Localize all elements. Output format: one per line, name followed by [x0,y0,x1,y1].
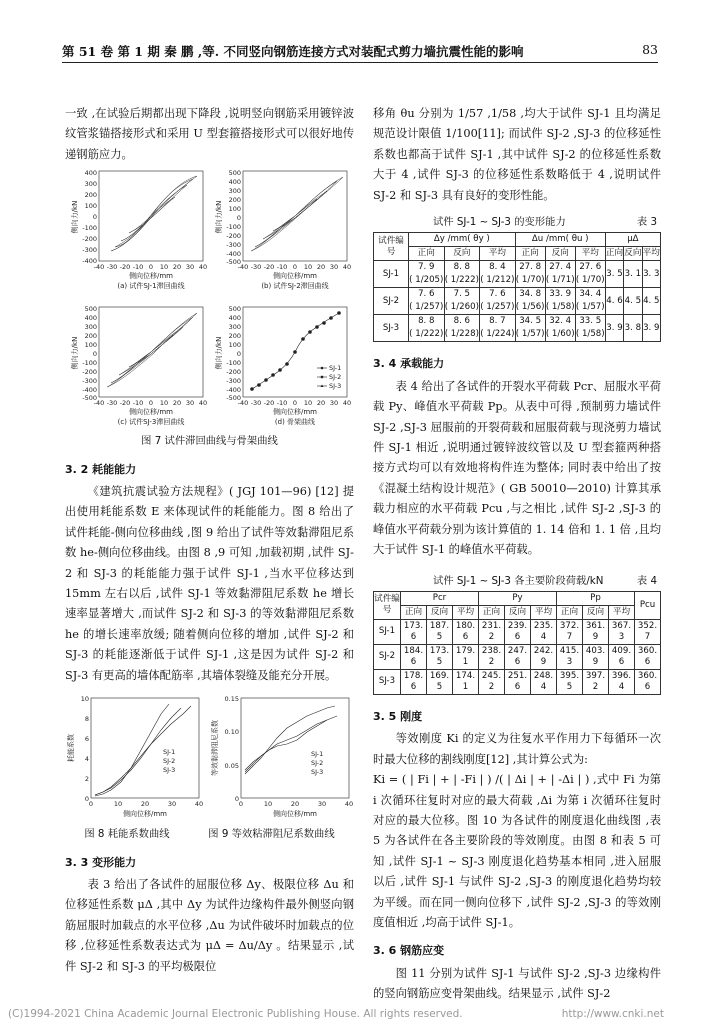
a-xtick: 10 [159,263,169,272]
t4-row-sj1: SJ-1 173. 6 187. 5 180. 6 231. 2 239. 6 235. 4 372. 7 361. 9 367. 3 352. 7 [374,619,661,644]
c-ytick: -100 [82,359,97,368]
figure-7-caption: 图 7 试件滞回曲线与骨架曲线 [141,435,278,448]
fig9-xtick: 10 [263,800,273,809]
paragraph-strain: 图 11 分别为试件 SJ-1 与试件 SJ-2 ,SJ-3 边缘构件的竖向钢筋应变骨架曲线。结果显示 ,试件 SJ-2 [373,966,661,1001]
a-ytick: -100 [82,224,97,233]
d-ytick: 100 [228,341,241,350]
fig9-xtick: 0 [238,800,244,809]
fig8-frame [91,698,199,798]
c-caption: (c) 试件SJ-3滞回曲线 [117,418,185,427]
b-xtick: -30 [250,263,262,272]
t3-head-id: 试件编号 [374,233,409,261]
fig9-ylabel: 等效黏滞阻尼系数 [211,720,219,777]
a-ytick: -200 [82,235,97,244]
a-ytick: -400 [82,257,97,266]
left-column [65,104,354,977]
a-xtick: 40 [198,263,208,272]
b-xtick: 0 [292,263,298,272]
b-ytick: -300 [226,241,241,250]
fig9-legend-sj1: SJ-1 [311,750,324,759]
panel-c-xticks [94,399,207,407]
fig9-xtick: 40 [344,800,354,809]
panel-a-hysteresis-loops [111,176,197,251]
panel-a-xticks [94,263,207,271]
legend-sj1: SJ-1 [329,364,342,373]
b-xtick: -20 [263,263,275,272]
table-3-number: 表 3 [636,216,657,229]
a-ytick: -300 [82,246,97,255]
b-ytick: -200 [226,232,241,241]
b-xtick: 10 [303,263,313,272]
a-ytick: 0 [92,213,97,222]
panel-a-yticks [82,169,97,265]
fig8-ytick: 10 [80,695,89,704]
table-4-number: 表 4 [636,574,657,587]
section-3-6-heading: 3. 6 钢筋应变 [373,944,445,958]
a-ytick: 100 [84,202,97,211]
d-xtick: 0 [292,399,298,408]
paragraph-capacity: 表 4 给出了各试件的开裂水平荷载 Pcr、屈服水平荷载 Py、峰值水平荷载 Pp。从表中可得 ,预制剪力墙试件 SJ-2 ,SJ-3 屈服前的开裂荷载和屈服荷载与现浇剪力墙试件 SJ-1 相近 ,说明通过镀锌波纹管以及 U 型套箍两种搭接方式均可以有效地将构件连为整体; 同时表中给出了按《混凝土结构设计规范》( GB 50010—2010) 计算其承载力相应的水平荷载 Pcu ,与之相比 ,试件 SJ-2 ,SJ-3 的峰值水平荷载分别为该计算值的 1. 14 倍和 1. 1 倍 ,且均大于试件 SJ-1 的峰值水平荷载。 [373,379,661,557]
c-xtick: -20 [119,399,131,408]
c-xtick: -30 [106,399,118,408]
b-xlabel: 侧向位移/mm [273,272,317,281]
b-ytick: -400 [226,250,241,259]
panel-c-hysteresis-loops [107,313,197,387]
figure-7 [65,167,354,435]
page-number: 83 [642,42,658,57]
t4-subheader: 正向 反向 平均 正向 反向 平均 正向 反向 平均 [374,605,661,619]
d-ytick: 500 [228,305,241,314]
a-caption: (a) 试件SJ-1滞回曲线 [117,282,185,291]
fig8-ytick: 6 [84,735,89,744]
table-4 [373,591,661,695]
c-xtick: 40 [198,399,208,408]
a-ytick: 400 [84,169,97,178]
d-xtick: 40 [342,399,352,408]
t3-row-sj1-angles: ( 1/205) ( 1/222) ( 1/212) ( 1/70) ( 1/71) ( 1/70) [374,274,661,288]
d-xtick: -20 [263,399,275,408]
t4-head-y: Py [479,591,557,605]
b-xtick: -40 [237,263,249,272]
panel-d-yticks [226,305,241,402]
fig9-ytick: 0 [234,795,239,804]
a-xtick: 20 [172,263,182,272]
d-xtick: 30 [329,399,339,408]
d-ytick: -400 [226,386,241,395]
d-caption: (d) 骨架曲线 [274,418,316,427]
fig8-xtick: 20 [140,800,150,809]
a-xtick: 30 [185,263,195,272]
fig8-ytick: 4 [84,755,89,764]
b-ytick: 300 [228,187,241,196]
d-xtick: 20 [316,399,326,408]
panel-d-xticks [238,399,351,407]
fig8-ytick: 2 [84,775,89,784]
fig8-legend-sj3: SJ-3 [163,766,176,775]
fig9-frame [241,698,349,798]
b-ytick: 400 [228,178,241,187]
header-title: 第 51 卷 第 1 期 秦 鹏 ,等. 不同竖向钢筋连接方式对装配式剪力墙抗震性能的影响 [62,44,524,59]
fig9-xtick: 30 [317,800,327,809]
b-xtick: -10 [276,263,288,272]
b-xtick: 30 [329,263,339,272]
d-ytick: 400 [228,314,241,323]
c-ytick: 100 [84,341,97,350]
t4-row-sj2: SJ-2 184. 6 173. 5 179. 1 238. 2 247. 6 242. 9 415. 3 403. 9 409. 6 360. 6 [374,644,661,669]
paragraph-cont-right: 移角 θu 分别为 1/57 ,1/58 ,均大于试件 SJ-1 且均满足规范设计限值 1/100[11]; 而试件 SJ-2 ,SJ-3 的位移延性系数也都高于试件 SJ-1 ,其中试件 SJ-2 的位移延性系数大于 4 ,试件 SJ-3 的位移延性系数略低于 4 ,说明试件 SJ-2 和 SJ-3 具有良好的变形性能。 [373,107,661,202]
fig8-curves [95,704,191,796]
d-ytick: 200 [228,332,241,341]
d-ylabel: 侧向力/kN [215,336,223,370]
b-xtick: 40 [342,263,352,272]
c-xtick: 30 [185,399,195,408]
d-xlabel: 侧向位移/mm [273,408,317,417]
fig8-xtick: 0 [88,800,94,809]
legend-sj3: SJ-3 [329,382,342,391]
section-3-2-heading: 3. 2 耗能能力 [65,462,137,476]
b-xtick: 20 [316,263,326,272]
d-ytick: 300 [228,323,241,332]
figures-8-9-plots [65,692,354,828]
fig8-xtick: 10 [113,800,123,809]
c-xtick: 0 [148,399,154,408]
panel-d-skeleton [251,312,341,391]
fig8-ytick: 8 [84,715,89,724]
b-ytick: 200 [228,196,241,205]
c-ytick: -400 [82,386,97,395]
t4-head-id: 试件编号 [374,591,401,619]
d-ytick: -200 [226,368,241,377]
b-ytick: 0 [236,214,241,223]
fig9-legend-sj3: SJ-3 [311,768,324,777]
t4-row-sj3: SJ-3 178. 6 169. 5 174. 1 245. 2 251. 6 248. 4 395. 5 397. 2 396. 4 360. 6 [374,669,661,694]
b-ytick: -100 [226,223,241,232]
t3-row-sj2-angles: ( 1/257) ( 1/260) ( 1/257) ( 1/56) ( 1/58) ( 1/57) [374,301,661,315]
t3-subheader: 正向 反向 平均 正向 反向 平均 正向 反向 平均 [374,247,661,261]
fig8-xtick: 30 [167,800,177,809]
b-ytick: -500 [226,258,241,267]
c-ytick: 400 [84,314,97,323]
t4-head-p: Pp [557,591,635,605]
t4-head-cr: Pcr [401,591,479,605]
figure-9-caption: 图 9 等效粘滞阻尼系数曲线 [208,828,335,841]
fig9-ytick: 0.15 [224,695,239,704]
t3-row-sj2: SJ-2 7. 6 7. 5 7. 6 34. 8 33. 9 34. 4 4. 6 4. 5 4. 5 [374,288,661,302]
t3-head-du: Δu /mm( θu ) [515,233,605,247]
table-4-caption [373,571,661,591]
c-ytick: -500 [82,394,97,403]
running-header [62,40,658,63]
section-3-4-heading: 3. 4 承载能力 [373,357,445,371]
c-ylabel: 侧向力/kN [71,336,79,370]
paragraph-energy: 《建筑抗震试验方法规程》( JGJ 101—96) [12] 提出使用耗能系数 E 来体现试件的耗能能力。图 8 给出了试件耗能-侧向位移曲线 ,图 9 给出了试件等效黏滞阻尼系数 he-侧向位移曲线。由图 8 ,9 可知 ,加载初期 ,试件 SJ-2 和 SJ-3 的耗能能力强于试件 SJ-1 ,当水平位移达到 15mm 左右以后 ,试件 SJ-1 等效黏滞阻尼系数 he 增长速率显著增大 ,而试件 SJ-2 和 SJ-3 的等效黏滞阻尼系数 he 的增长速率放缓; 随着侧向位移的增加 ,试件 SJ-2 和 SJ-3 的耗能逐渐低于试件 SJ-1 ,这是因为试件 SJ-2 和 SJ-3 有更高的墙体配筋率 ,其墙体裂缝及能充分开展。 [65,485,354,682]
d-xtick: -40 [237,399,249,408]
fig8-ylabel: 耗能系数 [67,734,75,763]
b-ytick: 100 [228,205,241,214]
table-3-title: 试件 SJ-1 ~ SJ-3 的变形能力 [433,216,566,229]
fig9-xlabel: 侧向位移/mm [273,810,317,819]
right-column [373,104,661,1005]
panel-b-yticks [226,169,241,266]
a-ylabel: 侧向力/kN [71,200,79,234]
c-xtick: -10 [132,399,144,408]
t3-row-sj1: SJ-1 7. 9 8. 8 8. 4 27. 8 27. 4 27. 6 3. 5 3. 1 3. 3 [374,261,661,275]
c-ytick: 300 [84,323,97,332]
panel-b-xticks [238,263,351,271]
t3-row-sj3: SJ-3 8. 8 8. 6 8. 7 34. 5 32. 4 33. 5 3. 9 3. 8 3. 9 [374,315,661,329]
fig8-ytick: 0 [84,795,89,804]
paragraph-cont: 一致 ,在试验后期都出现下降段 ,说明竖向钢筋采用镀锌波纹管浆锚搭接形式和采用 U 型套箍搭接形式可以很好地传递钢筋应力。 [65,107,354,161]
a-xtick: -30 [106,263,118,272]
table-3 [373,232,661,342]
a-xtick: -40 [93,263,105,272]
section-3-3-heading: 3. 3 变形能力 [65,855,137,869]
d-xtick: 10 [303,399,313,408]
a-ytick: 200 [84,191,97,200]
t3-head-mu: μΔ [605,233,660,247]
fig9-ytick: 0.10 [224,728,239,737]
paragraph-stiffness: 等效刚度 Ki 的定义为往复水平作用力下每循环一次时最大位移的割线刚度[12] ,其计算公式为: [373,732,661,766]
c-xtick: -40 [93,399,105,408]
b-ylabel: 侧向力/kN [215,200,223,234]
panel-d-legend [317,364,341,390]
c-xlabel: 侧向位移/mm [129,408,173,417]
d-ytick: -300 [226,377,241,386]
c-ytick: -200 [82,368,97,377]
t3-head-dy: Δy /mm( θy ) [409,233,516,247]
t3-row-sj3-angles: ( 1/222) ( 1/228) ( 1/224) ( 1/57) ( 1/60) ( 1/58) [374,328,661,342]
fig8-legend-sj1: SJ-1 [163,748,176,757]
d-xtick: -30 [250,399,262,408]
fig9-xtick: 20 [290,800,300,809]
footer-url[interactable]: http://www.cnki.net [561,1008,664,1020]
c-ytick: 0 [92,350,97,359]
fig8-xtick: 40 [194,800,204,809]
d-ytick: -100 [226,359,241,368]
fig9-legend-sj2: SJ-2 [311,759,324,768]
section-3-5-heading: 3. 5 刚度 [373,709,423,723]
b-caption: (b) 试件SJ-2滞回曲线 [261,282,329,291]
paragraph-formula: Ki = ( | Fi | + | -Fi | ) /( | Δi | + | -Δi | ) ,式中 Fi 为第 i 次循环往复时对应的最大荷载 ,Δi 为第 i 次循环往复时对应的最大位移。图 10 为各试件的刚度退化曲线图 ,表 5 为各试件在各主要阶段的等效刚度。由图 8 和表 5 可知 ,试件 SJ-1 ~ SJ-3 刚度退化趋势基本相同 ,进入屈服以后 ,试件 SJ-1 与试件 SJ-2 ,SJ-3 的刚度退化趋势均较为平缓。而在同一侧向位移下 ,试件 SJ-2 ,SJ-3 的等效刚度值相近 ,均高于试件 SJ-1。 [373,773,661,929]
b-ytick: 500 [228,169,241,178]
table-3-caption [373,212,661,232]
d-ytick: -500 [226,394,241,403]
fig9-legend [311,750,323,776]
d-xtick: -10 [276,399,288,408]
panel-c-yticks [82,305,97,402]
a-xtick: -10 [132,263,144,272]
c-xtick: 20 [172,399,182,408]
legend-sj2: SJ-2 [329,373,342,382]
footer-copyright: (C)1994-2021 China Academic Journal Electronic Publishing House. All rights reserved. [8,1008,463,1020]
fig8-legend [163,748,175,774]
paragraph-deformation: 表 3 给出了各试件的屈服位移 Δy、极限位移 Δu 和位移延性系数 μΔ ,其中 Δy 为试件边缘构件最外侧竖向钢筋屈服时加载点的水平位移 ,Δu 为试件破坏时加载点的位移 ,位移延性系数表达式为 μΔ = Δu/Δy 。结果显示 ,试件 SJ-2 和 SJ-3 的平均极限位 [65,877,354,973]
panel-b-hysteresis-loops [251,177,343,251]
a-xtick: -20 [119,263,131,272]
figure-7-plots [65,167,354,435]
a-ytick: 300 [84,180,97,189]
table-4-title: 试件 SJ-1 ~ SJ-3 各主要阶段荷载/kN [433,574,604,587]
fig8-xlabel: 侧向位移/mm [123,810,167,819]
fig8-legend-sj2: SJ-2 [163,757,176,766]
c-ytick: -300 [82,377,97,386]
figure-8-caption: 图 8 耗能系数曲线 [84,828,170,841]
c-ytick: 500 [84,305,97,314]
fig9-ytick: 0.05 [224,762,239,771]
a-xlabel: 侧向位移/mm [129,272,173,281]
c-xtick: 10 [159,399,169,408]
d-ytick: 0 [236,350,241,359]
t4-head-cu: Pcu [635,591,661,619]
figures-8-9 [65,692,354,828]
c-ytick: 200 [84,332,97,341]
a-xtick: 0 [148,263,154,272]
